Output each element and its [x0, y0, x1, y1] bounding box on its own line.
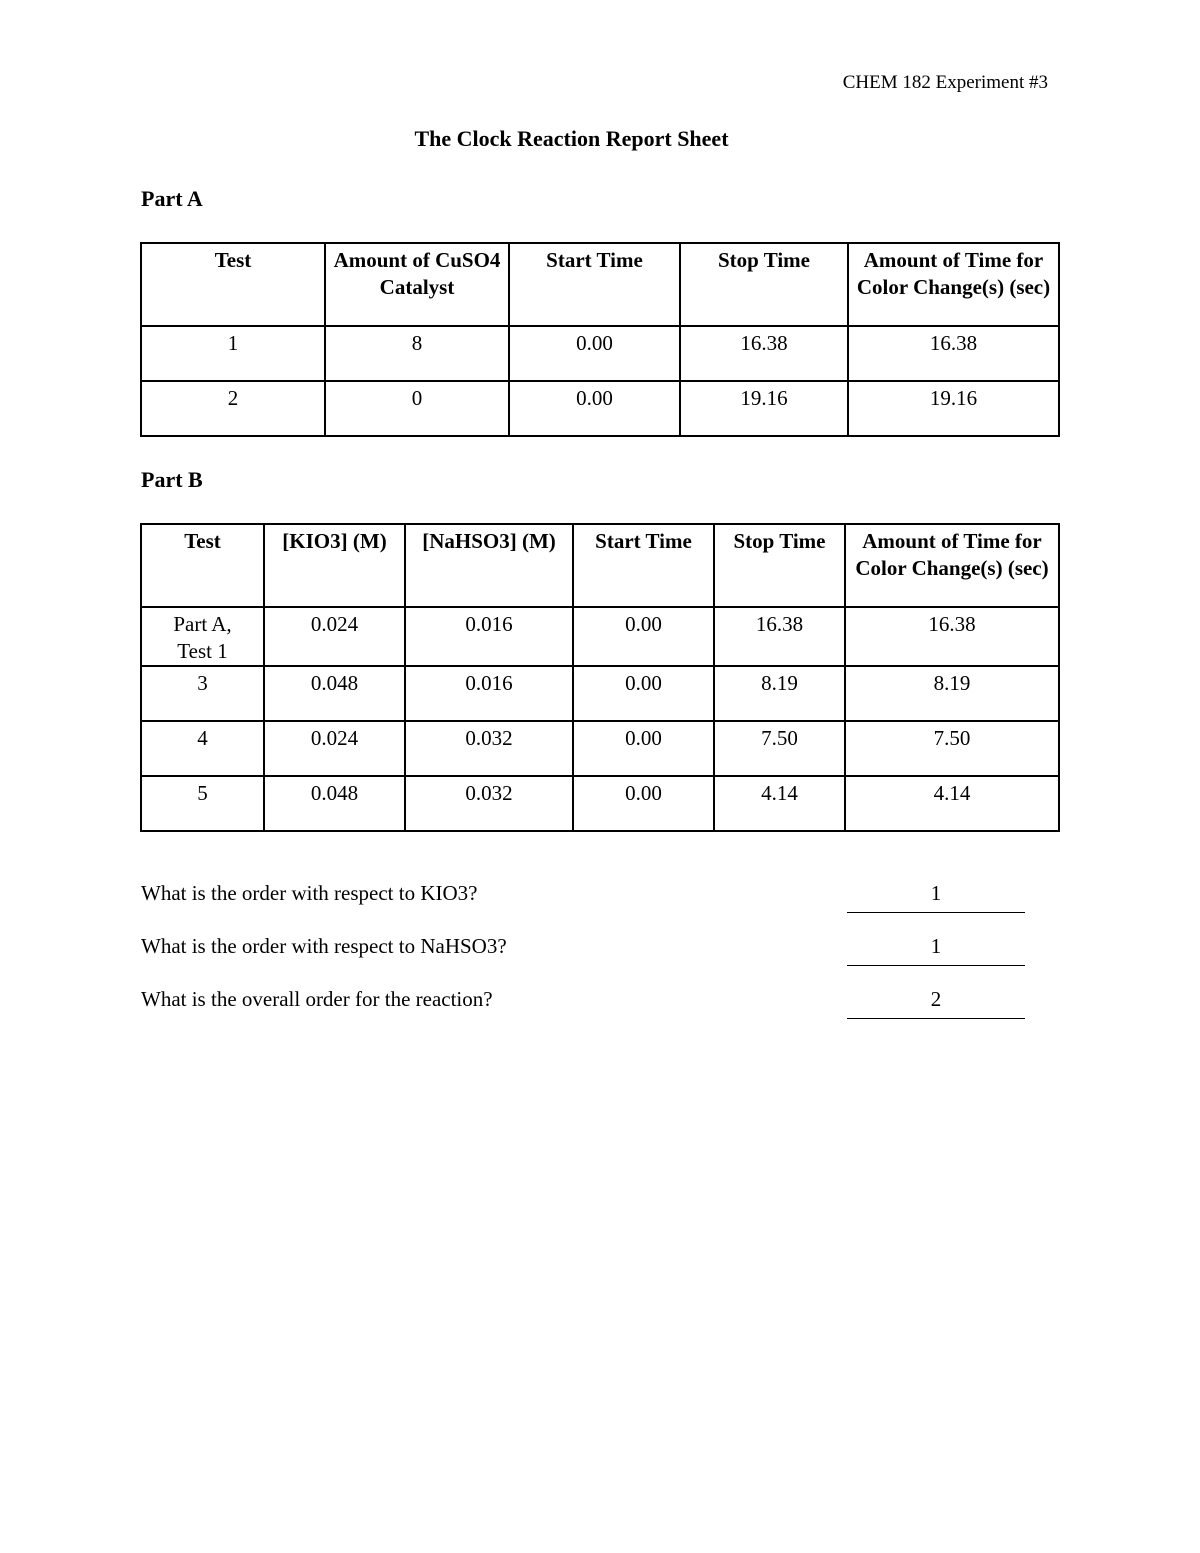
- table-cell: 8.19: [845, 666, 1059, 721]
- table-cell: 16.38: [848, 326, 1059, 381]
- table-cell: 0: [325, 381, 509, 436]
- table-row: [141, 776, 1059, 831]
- column-header-stop-time: Stop Time: [714, 524, 845, 607]
- table-cell: 8.19: [714, 666, 845, 721]
- answer-overall-order: 2: [847, 987, 1025, 1019]
- table-cell: 0.024: [264, 721, 405, 776]
- part-a-label: Part A: [141, 186, 203, 211]
- table-cell: 4: [141, 721, 264, 776]
- table-cell: 3: [141, 666, 264, 721]
- column-header-test: Test: [141, 243, 325, 326]
- table-cell: Part A, Test 1: [141, 607, 264, 666]
- table-cell: 8: [325, 326, 509, 381]
- table-cell: 16.38: [680, 326, 848, 381]
- table-row: [141, 721, 1059, 776]
- question-overall-order: What is the overall order for the reaction?: [141, 987, 493, 1011]
- column-header-time-change: Amount of Time for Color Change(s) (sec): [848, 243, 1059, 326]
- table-cell: 1: [141, 326, 325, 381]
- column-header-nahso3: [NaHSO3] (M): [405, 524, 573, 607]
- table-header-row: [141, 524, 1059, 607]
- table-cell: 0.00: [573, 721, 714, 776]
- table-cell: 19.16: [848, 381, 1059, 436]
- column-header-start-time: Start Time: [509, 243, 680, 326]
- table-cell: 5: [141, 776, 264, 831]
- table-header-row: [141, 243, 1059, 326]
- table-cell: 7.50: [714, 721, 845, 776]
- table-cell: 0.032: [405, 776, 573, 831]
- table-row: [141, 666, 1059, 721]
- table-row: [141, 381, 1059, 436]
- table-cell: 0.024: [264, 607, 405, 666]
- table-row: [141, 326, 1059, 381]
- table-cell: 0.048: [264, 776, 405, 831]
- column-header-time-change: Amount of Time for Color Change(s) (sec): [845, 524, 1059, 607]
- question-nahso3-order: What is the order with respect to NaHSO3?: [141, 934, 507, 958]
- table-cell: 0.00: [509, 381, 680, 436]
- table-cell: 16.38: [845, 607, 1059, 666]
- table-cell: 7.50: [845, 721, 1059, 776]
- answer-nahso3-order: 1: [847, 934, 1025, 966]
- part-b-label: Part B: [141, 467, 203, 492]
- table-cell: 0.00: [573, 666, 714, 721]
- column-header-stop-time: Stop Time: [680, 243, 848, 326]
- table-cell: 0.016: [405, 666, 573, 721]
- course-header: CHEM 182 Experiment #3: [842, 72, 1048, 93]
- table-cell: 4.14: [845, 776, 1059, 831]
- answer-kio3-order: 1: [847, 881, 1025, 913]
- table-cell: 0.032: [405, 721, 573, 776]
- table-row: [141, 607, 1059, 666]
- part-b-table: [140, 523, 1060, 832]
- table-cell: 2: [141, 381, 325, 436]
- question-kio3-order: What is the order with respect to KIO3?: [141, 881, 478, 905]
- table-cell: 4.14: [714, 776, 845, 831]
- table-cell: 0.00: [573, 776, 714, 831]
- page-title: The Clock Reaction Report Sheet: [414, 126, 729, 151]
- table-cell: 19.16: [680, 381, 848, 436]
- table-cell: 0.048: [264, 666, 405, 721]
- column-header-catalyst: Amount of CuSO4 Catalyst: [325, 243, 509, 326]
- column-header-test: Test: [141, 524, 264, 607]
- table-cell: 16.38: [714, 607, 845, 666]
- column-header-start-time: Start Time: [573, 524, 714, 607]
- table-cell: 0.00: [509, 326, 680, 381]
- part-a-table: [140, 242, 1060, 437]
- column-header-kio3: [KIO3] (M): [264, 524, 405, 607]
- table-cell: 0.016: [405, 607, 573, 666]
- table-cell: 0.00: [573, 607, 714, 666]
